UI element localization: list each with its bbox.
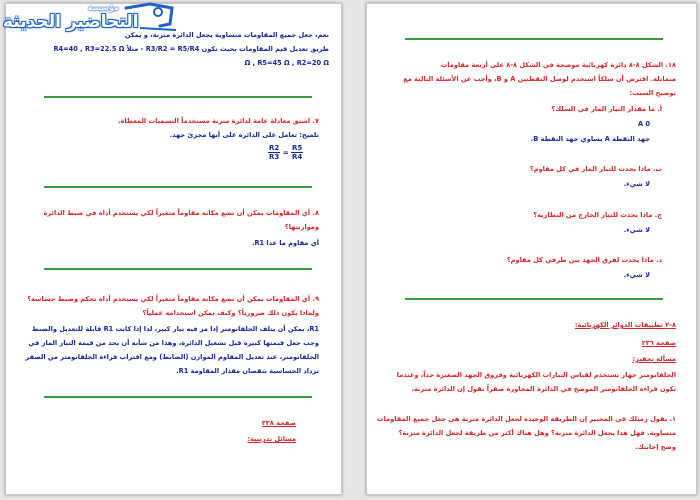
question-b: ب. ماذا يحدث للتيار المار في كل مقاوم؟ [529, 165, 662, 173]
q1-line-2: متساوية. فهل هذا يجعل الدائرة متزنة؟ وهل هناك أكثر من طريقة لجعل الدائرة متزنة؟ [398, 429, 676, 437]
question-d: د. ماذا يحدث لفرق الجهد بين طرفي كل مقاوم؟ [506, 256, 662, 264]
q1-line-1: ١. يقول زميلك في المختبر إن الطريقة الوحيدة لجعل الدائرة متزنة هي جعل جميع المقاومات [376, 415, 676, 423]
q18-line-1: ١٨. الشكل ٨-٨ دائرة كهربائية موضحة في الشكل ٨-٨ على أربعة مقاومات [440, 61, 676, 69]
model-problem-line-1: الجلفانومتر جهاز يستخدم لقياس التيارات الكهربائية وفروق الجهد الصغيرة جداً، وعندما [396, 371, 676, 379]
equals-sign: = [282, 148, 289, 157]
frac-right-bottom: R4 [292, 153, 303, 161]
q8-line-1: ٨. أي المقاومات يمكن أن تضع مكانه مقاوماً متغيراً لكي يستخدم أداة في ضبط الدائرة [43, 209, 319, 217]
answer-b: لا شيء. [623, 180, 650, 188]
page-reference: صفحة ٢٣٨ [261, 419, 296, 427]
page-reference: صفحة ٢٣٦ [641, 339, 676, 347]
green-divider [44, 268, 312, 270]
exercises-heading: مسائل تدريبية: [247, 435, 296, 443]
q9-answer-4: تزداد الحساسية بنقصان مقدار المقاومة R1. [176, 367, 319, 375]
frac-left-top: R2 [269, 144, 280, 152]
frac-left-bottom: R3 [269, 153, 280, 161]
q9-answer-1: R1، يمكن أن يتلف الجلفانومتر إذا مر فيه تيار كبير، لذا إذا كانت R1 قابلة للتعديل والضبط [31, 325, 319, 333]
q18-line-3: توضيح السبب: [629, 89, 676, 97]
green-divider [44, 396, 312, 398]
q9-line-2: ولماذا يكون ذلك ضرورياً؟ وكيف يمكن استخدامه عملياً؟ [142, 309, 319, 317]
green-divider [44, 96, 312, 98]
balance-equation [268, 144, 303, 161]
answer-c: لا شيء. [623, 226, 650, 234]
green-divider [44, 186, 312, 188]
left-page [5, 3, 342, 495]
green-divider [405, 38, 663, 40]
q7-line-2: تلميح: تعامل على الدائرة على أنها مجزئ جهد. [169, 131, 319, 139]
right-page [366, 3, 697, 495]
question-a: أ. ما مقدار التيار المار في السلك؟ [551, 105, 662, 113]
intro-line-2: طريق تعديل قيم المقاومات بحيث تكون R3/R2 = R5/R4 - مثلاً R4=40 , R3=22.5 Ω [53, 45, 329, 53]
logo-text: التحاضير الحديثة [3, 12, 139, 32]
q7-line-1: ٧. اشتق معادلة عامة لدائرة متزنة مستخدماً التسميات المعطاة. [118, 117, 319, 125]
intro-line-3: Ω , R5=45 Ω , R2=20 Ω [244, 59, 329, 67]
q18-line-2: متماثلة. افترض أن سلكاً استخدم لوصل النقطتين A و B، وأجب عن الأسئلة التالية مع [403, 75, 676, 83]
site-logo [0, 0, 180, 44]
logo-sub-text: مؤسسة [88, 3, 119, 12]
q1-line-3: وضح إجابتك. [635, 443, 676, 451]
answer-d: لا شيء. [623, 271, 650, 279]
answer-a-1: 0 A [638, 120, 650, 128]
section-title: ٨-٢ تطبيقات الدوائر الكهربائية: [574, 321, 676, 329]
intro-line-1: نعم، جعل جميع المقاومات متساوية يجعل الدائرة متزنة، و يمكن [124, 31, 329, 39]
green-divider [405, 298, 663, 300]
answer-a-2: جهد النقطة A يساوي جهد النقطة B. [530, 135, 650, 143]
model-problem-line-2: تكون قراءة الجلفانومتر الموضح في الدائرة المجاورة صفراً تقول إن الدائرة متزنة. [411, 385, 676, 393]
q9-answer-2: وجب جعل قيمتها كبيرة قبل تشغيل الدائرة، وهذا من شأنه أن يحد من قيمة التيار المار في [28, 339, 319, 347]
question-c: ج. ماذا يحدث للتيار الخارج من البطارية؟ [533, 211, 662, 219]
frac-right-top: R5 [292, 144, 303, 152]
q9-line-1: ٩. أي المقاومات يمكن أن تضع مكانه مقاوماً متغيراً لكي يستخدم أداة تحكم وضبط حساسة؟ [27, 295, 319, 303]
q8-answer: أي مقاوم ما عدا R1. [251, 239, 319, 247]
q8-line-2: وموازنتها؟ [284, 223, 319, 231]
q9-answer-3: الجلفانومتر، عند تعديل المقاوم الموازن (الضابط) ومع اقتراب قراءة الجلفانومتر من الصفر [25, 353, 319, 361]
model-problem-heading: مسألة تحفيز: [632, 355, 676, 363]
